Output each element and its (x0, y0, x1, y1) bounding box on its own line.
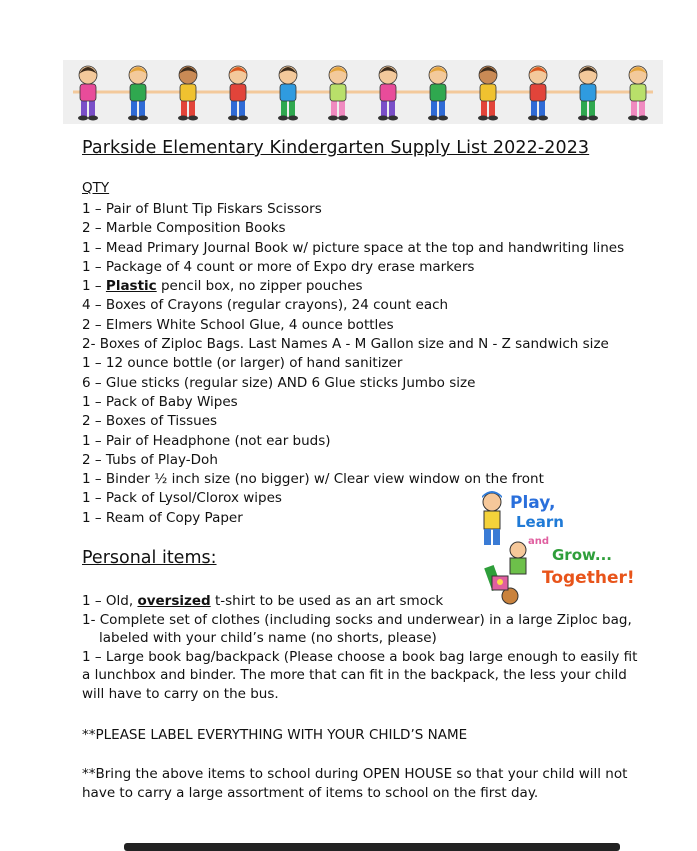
list-item: 1 – 12 ounce bottle (or larger) of hand sanitizer (82, 355, 403, 372)
child-figure (328, 66, 348, 121)
list-item-suffix: pencil box, no zipper pouches (156, 278, 363, 295)
open-house-notice: **Bring the above items to school during OPEN HOUSE so that your child will not have to carry a large assortment of items to school on the first day. (82, 766, 628, 801)
list-item: 1 – Binder ½ inch size (no bigger) w/ Clear view window on the front (82, 471, 544, 488)
list-item (82, 277, 624, 296)
list-item: 6 – Glue sticks (regular size) AND 6 Glue sticks Jumbo size (82, 374, 476, 391)
children-holding-hands-illustration (63, 60, 663, 124)
list-item: 1 – Package of 4 count or more of Expo dry erase markers (82, 258, 475, 275)
list-item: 1 – Pack of Lysol/Clorox wipes (82, 490, 282, 507)
list-item: 2 – Elmers White School Glue, 4 ounce bottles (82, 316, 394, 333)
qty-heading: QTY (82, 180, 110, 196)
list-item: 1 – Mead Primary Journal Book w/ picture space at the top and handwriting lines (82, 239, 625, 256)
clipart-together: Together! (542, 568, 635, 588)
page-bottom-bar (124, 843, 620, 851)
list-item: 1 – Pair of Headphone (not ear buds) (82, 432, 331, 449)
child-figure (178, 66, 198, 121)
children-banner (63, 60, 663, 124)
personal-items-list (82, 592, 642, 703)
list-item (82, 592, 642, 611)
page-title: Parkside Elementary Kindergarten Supply List 2022-2023 (82, 138, 590, 158)
list-item: 2 – Marble Composition Books (82, 220, 286, 237)
list-item-continuation: labeled with your child’s name (no shorts, please) (99, 630, 437, 646)
emphasis-text: Plastic (105, 278, 157, 295)
list-item: 1 – Pack of Baby Wipes (82, 393, 238, 410)
child-figure (228, 66, 248, 121)
child-figure (528, 66, 548, 121)
list-item: 2 – Tubs of Play-Doh (82, 451, 218, 468)
list-item: 2 – Boxes of Tissues (82, 413, 218, 430)
clipart-learn: Learn (516, 513, 564, 531)
list-item: 1 – Pair of Blunt Tip Fiskars Scissors (82, 201, 322, 217)
list-item: 1 – Large book bag/backpack (Please choose a book bag large enough to easily fit a lunchbox and binder. The more that can fit in the backpack, the less your child will have to carry on the bus. (82, 648, 638, 702)
child-figure (78, 66, 98, 121)
child-figure (378, 66, 398, 121)
emphasis-text: oversized (137, 593, 211, 609)
child-figure (578, 66, 598, 121)
child-figure (478, 66, 498, 121)
child-figure (278, 66, 298, 121)
child-figure (428, 66, 448, 121)
label-notice: **PLEASE LABEL EVERYTHING WITH YOUR CHILD’S NAME (82, 727, 468, 743)
list-item-line: 1- Complete set of clothes (including socks and underwear) in a large Ziploc bag, (82, 611, 632, 628)
child-figure (628, 66, 648, 121)
list-item-prefix: 1 – (82, 278, 106, 295)
supply-list (82, 200, 624, 528)
clipart-and: and (528, 536, 550, 547)
list-item: 2- Boxes of Ziploc Bags. Last Names A - M Gallon size and N - Z sandwich size (82, 336, 609, 353)
list-item-prefix: 1 – Old, (82, 593, 138, 609)
clipart-grow: Grow... (552, 546, 613, 564)
personal-items-heading: Personal items: (82, 548, 217, 568)
list-item-suffix: t-shirt to be used as an art smock (210, 593, 444, 609)
list-item (82, 611, 642, 648)
child-figure (128, 66, 148, 121)
list-item: 1 – Ream of Copy Paper (82, 509, 243, 526)
list-item: 4 – Boxes of Crayons (regular crayons), 24 count each (82, 297, 449, 314)
clipart-play: Play, (510, 493, 556, 513)
